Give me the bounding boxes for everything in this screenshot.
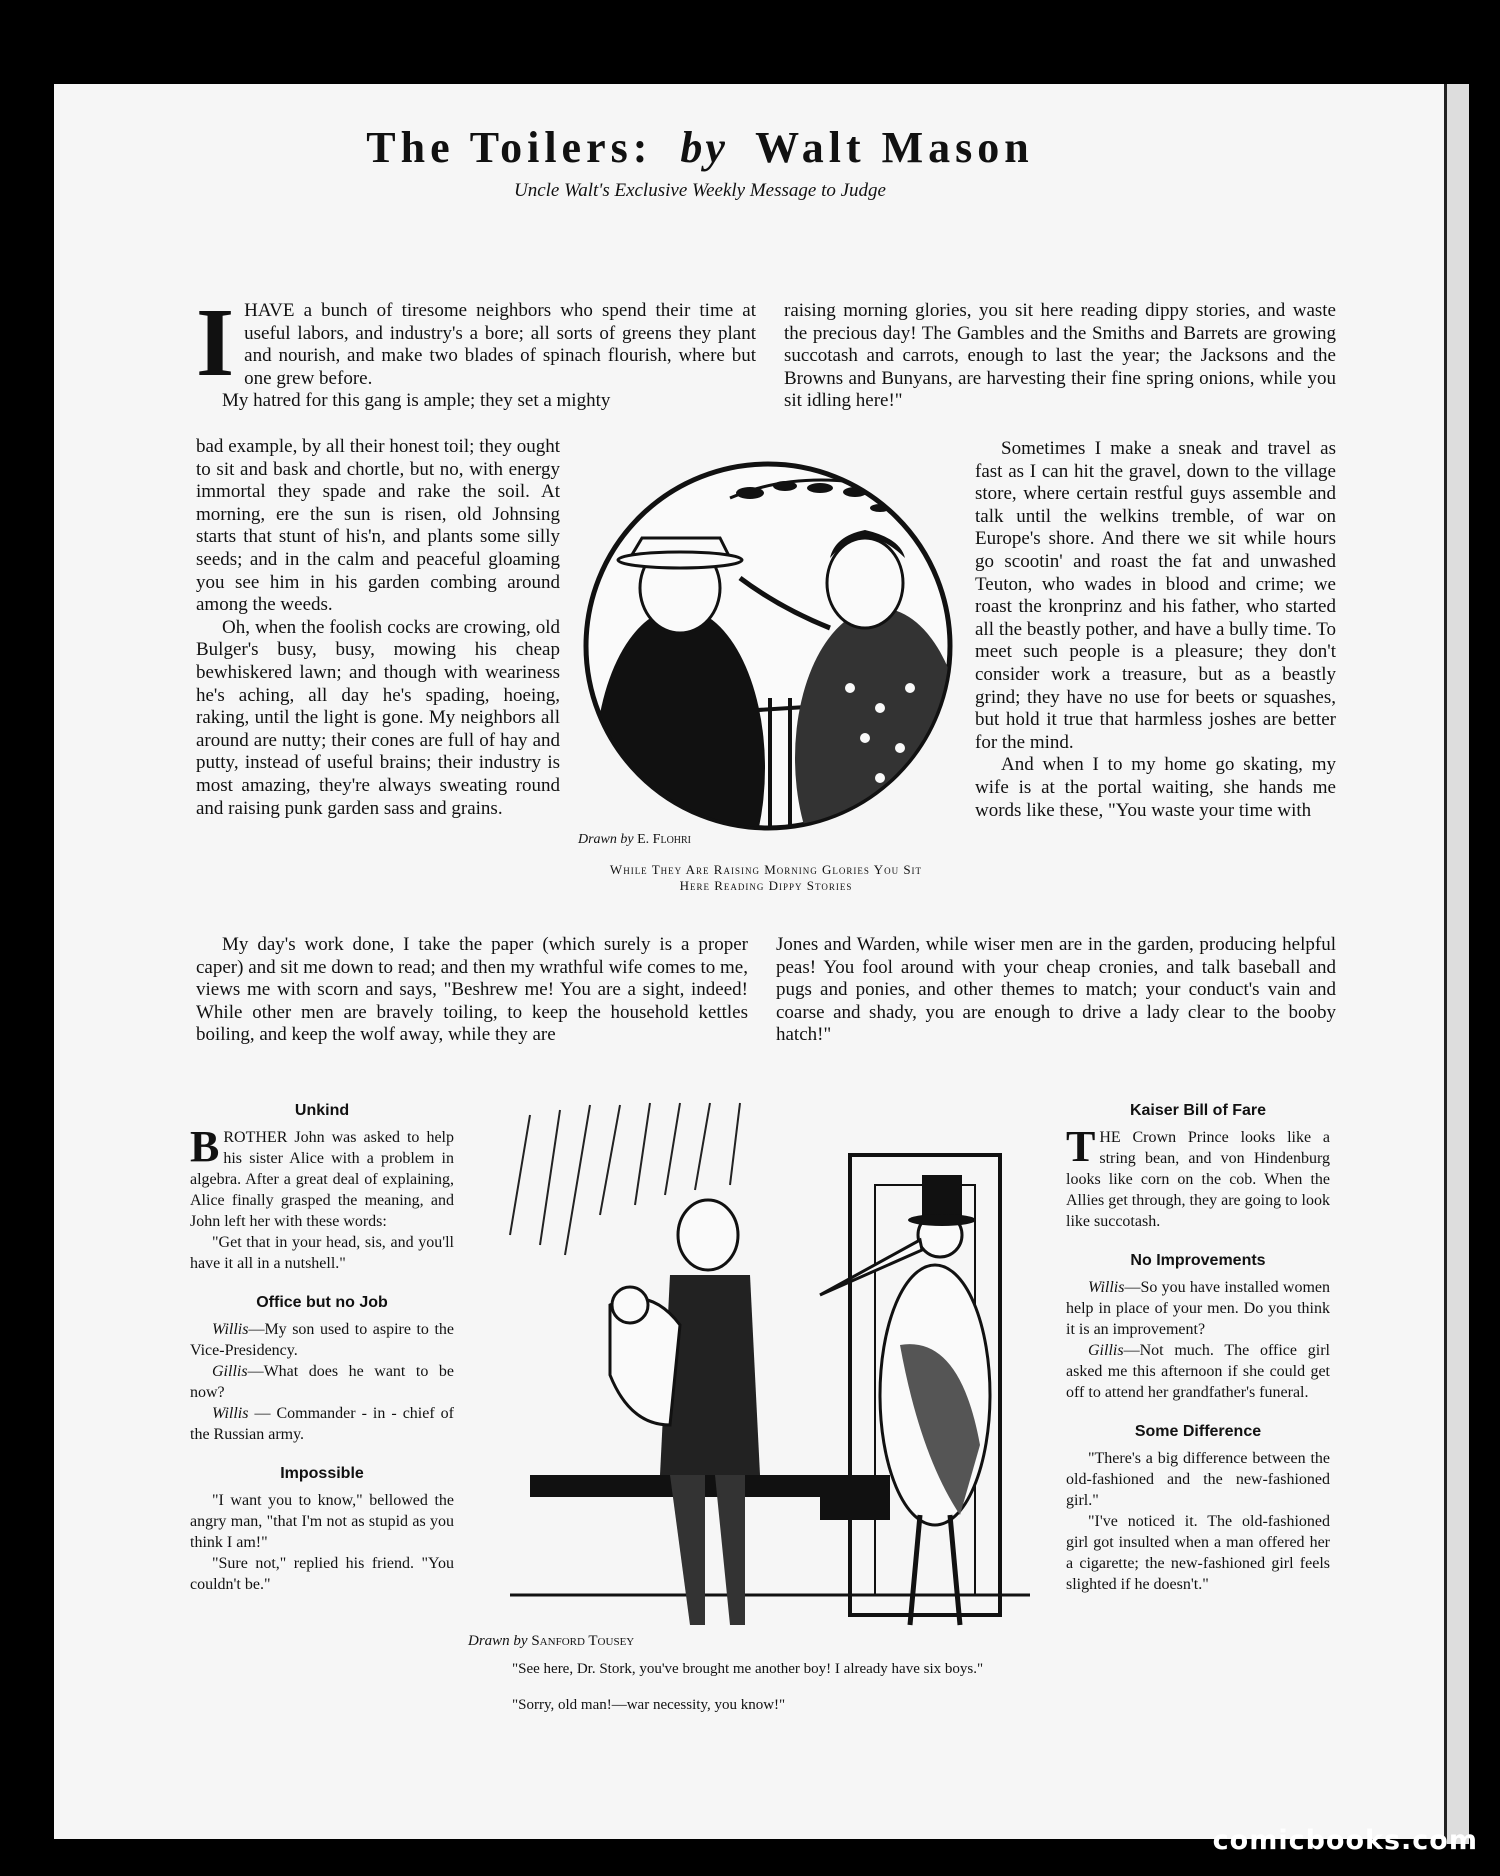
jokes-right-column (1066, 1090, 1330, 1595)
site-watermark: comicbooks.com (1212, 1825, 1478, 1856)
article-paragraph-2: bad example, by all their honest toil; they ought to sit and bask and chortle, but no, with energy immortal they spade and rake the soil. At morning, ere the sun is risen, old Johnsing starts that stunt of his'n, and plants some silly seeds; and in the calm and peaceful gloaming you see him in his garden combing around among the weeds. (196, 436, 560, 616)
article-subtitle: Uncle Walt's Exclusive Weekly Message to Judge (514, 180, 886, 201)
joke-title-impossible: Impossible (280, 1465, 364, 1482)
joke-impossible-p2: "Sure not," replied his friend. "You couldn't be." (190, 1555, 454, 1593)
article-col-top-left (196, 289, 756, 413)
joke-office-line2: Gillis—What does he want to be now? (190, 1363, 454, 1401)
article-paragraph-1: IHAVE a bunch of tiresome neighbors who spend their time at useful labors, and industry's a bore; all sorts of greens they plant and nourish, and make two blades of spinach flourish, where but one grew before. (196, 289, 756, 397)
joke-diff-p1: "There's a big difference between the old-fashioned and the new-fashioned girl." (1066, 1450, 1330, 1509)
cartoon-caption-line2: "Sorry, old man!—war necessity, you know!" (512, 1697, 786, 1713)
joke-office-line3: Willis — Commander - in - chief of the Russian army. (190, 1405, 454, 1443)
drop-cap: I (196, 289, 235, 397)
joke-title-no-improvements: No Improvements (1130, 1252, 1266, 1269)
joke-unkind-p1: BROTHER John was asked to help his sister Alice with a problem in algebra. After a great deal of explaining, Alice finally grasped the meaning, and John left her with these words: (190, 1122, 454, 1230)
joke-kaiser-p1: THE Crown Prince looks like a string bean, and von Hindenburg looks like corn on the cob. When the Allies get through, they are going to look like succotash. (1066, 1122, 1330, 1230)
joke-title-unkind: Unkind (294, 1102, 350, 1119)
article-paragraph-4: My day's work done, I take the paper (which surely is a proper caper) and sit me down to read; and then my wrathful wife comes to me, views me with scorn and says, "Beshrew me! You are a sight, indeed! While other men are bravely toiling, to keep the household kettles boiling, and keep the wolf away, while they are (196, 934, 748, 1046)
article-col-bottom-right (776, 934, 1336, 1047)
joke-office-line1: Willis—My son used to aspire to the Vice-Presidency. (190, 1321, 454, 1359)
article-paragraph-6: And when I to my home go skating, my wife is at the portal waiting, she hands me words like these, "You waste your time with (975, 754, 1336, 821)
cartoon-credit: Drawn by Sanford Tousey (468, 1633, 635, 1649)
article-paragraph-2-top: My hatred for this gang is ample; they set a mighty (222, 390, 611, 412)
article-col-bottom-left (196, 934, 748, 1047)
joke-title-kaiser: Kaiser Bill of Fare (1129, 1102, 1267, 1119)
article-paragraph-5: Sometimes I make a sneak and travel as fast as I can hit the gravel, down to the village store, where certain restful guys assemble and talk until the welkins tremble, of war on Europe's shore. And there we sit while hours go scootin' and roast the fat and unwashed Teuton, who wades in blood and crime; we roast the kronprinz and his father, who started all the beastly pother, and have a bully time. To meet such people is a pleasure; they don't consider work a treasure, but as a beastly grind; they have no use for beets or squashes, but hold it true that harmless joshes are better for the mind. (975, 438, 1336, 753)
title-author: Walt Mason (755, 123, 1034, 172)
article-paragraph-6-cont: Jones and Warden, while wiser men are in the garden, producing helpful peas! You fool around with your cheap cronies, and talk baseball and pugs and ponies, and other themes to match; your conduct's vain and coarse and shady, you are enough to drive a lady clear to the booby hatch!" (776, 934, 1336, 1046)
article-paragraph-4-cont: raising morning glories, you sit here reading dippy stories, and waste the precious day! The Gambles and the Smiths and Barrets are growing succotash and carrots, enough to last the year; the Jacksons and the Browns and Bunyans, are harvesting their fine spring onions, while you sit idling here!" (784, 300, 1336, 412)
joke-title-some-difference: Some Difference (1134, 1423, 1262, 1440)
illustration-caption: While They Are Raising Morning Glories You Sit Here Reading Dippy Stories (609, 862, 923, 893)
illustration-credit: Drawn by E. Flohri (578, 832, 692, 847)
jokes-left-column (190, 1090, 454, 1595)
stork-cartoon (490, 1095, 1042, 1655)
joke-noimp-line2: Gillis—Not much. The office girl asked me this afternoon if she could get off to attend her grandfather's funeral. (1066, 1342, 1330, 1401)
article-col-mid-left (196, 436, 560, 820)
article-col-top-right (784, 300, 1336, 413)
joke-impossible-p1: "I want you to know," bellowed the angry man, "that I'm not as stupid as you think I am!" (190, 1492, 454, 1551)
joke-title-office: Office but no Job (256, 1294, 388, 1311)
cartoon-caption-line1: "See here, Dr. Stork, you've brought me another boy! I already have six boys." (512, 1661, 984, 1677)
joke-diff-p2: "I've noticed it. The old-fashioned girl got insulted when a man offered her a cigarette; the new-fashioned girl feels slighted if he doesn't." (1066, 1513, 1330, 1593)
title-by: by (680, 123, 728, 172)
article-col-mid-right (975, 438, 1336, 822)
joke-noimp-line1: Willis—So you have installed women help in place of your men. Do you think it is an improvement? (1066, 1279, 1330, 1338)
joke-unkind-p2: "Get that in your head, sis, and you'll have it all in a nutshell." (190, 1234, 454, 1272)
facing-page-edge (1444, 84, 1469, 1844)
article-title (0, 122, 1400, 173)
morning-glory-illustration (580, 458, 956, 834)
article-paragraph-3: Oh, when the foolish cocks are crowing, old Bulger's busy, busy, mowing his cheap bewhiskered lawn; and though with weariness he's aching, all day he's spading, hoeing, raking, until the light is gone. My neighbors all around are nutty; their cones are full of hay and putty, instead of useful brains; their industry is most amazing, they're always sweating round and raising punk garden sass and grains. (196, 616, 560, 819)
title-main: The Toilers: (366, 123, 653, 172)
